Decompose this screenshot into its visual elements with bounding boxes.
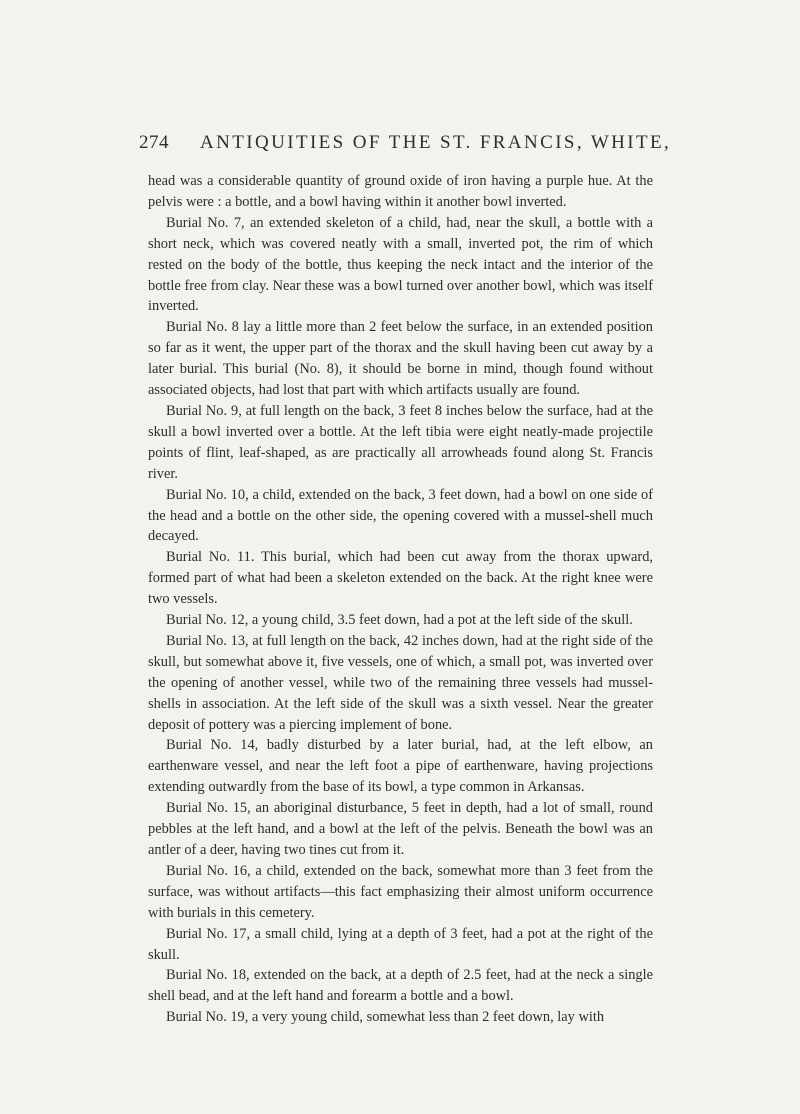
paragraph-burial-14: Burial No. 14, badly disturbed by a later burial, had, at the left elbow, an earthenware vessel, and near the left foot a pipe of earthenware, having projections extending outwardly from the base of its bowl, a type common in Arkansas.	[148, 737, 653, 796]
running-head: ANTIQUITIES OF THE ST. FRANCIS, WHITE,	[200, 132, 672, 153]
paragraph-burial-17: Burial No. 17, a small child, lying at a depth of 3 feet, had a pot at the right of the skull.	[148, 925, 653, 963]
paragraph-burial-16: Burial No. 16, a child, extended on the back, somewhat more than 3 feet from the surface, was without artifacts—this fact emphasizing their almost uniform occurrence with burials in this cemetery.	[148, 862, 653, 921]
paragraph-burial-8: Burial No. 8 lay a little more than 2 feet below the surface, in an extended position so far as it went, the upper part of the thorax and the skull having been cut away by a later burial. This burial (No. 8), it should be borne in mind, though found without associated objects, had lost that part with which artifacts usually are found.	[148, 319, 653, 399]
paragraph-burial-12: Burial No. 12, a young child, 3.5 feet down, had a pot at the left side of the skull.	[166, 612, 633, 629]
paragraph-burial-11: Burial No. 11. This burial, which had been cut away from the thorax upward, formed part of what had been a skeleton extended on the back. At the right knee were two vessels.	[148, 549, 653, 608]
body-text	[148, 171, 653, 1028]
paragraph-burial-18: Burial No. 18, extended on the back, at a depth of 2.5 feet, had at the neck a single shell bead, and at the left hand and forearm a bottle and a bowl.	[148, 967, 653, 1005]
paragraph-continued: head was a considerable quantity of ground oxide of iron having a purple hue. At the pelvis were : a bottle, and a bowl having within it another bowl inverted.	[148, 173, 653, 210]
paragraph-burial-15: Burial No. 15, an aboriginal disturbance, 5 feet in depth, had a lot of small, round pebbles at the left hand, and a bowl at the left of the pelvis. Beneath the bowl was an antler of a deer, having two tines cut from it.	[148, 800, 653, 858]
paragraph-burial-10: Burial No. 10, a child, extended on the back, 3 feet down, had a bowl on one side of the head and a bottle on the other side, the opening covered with a mussel-shell much decayed.	[148, 486, 653, 545]
page-number: 274	[139, 132, 169, 153]
paragraph-burial-13: Burial No. 13, at full length on the back, 42 inches down, had at the right side of the skull, but somewhat above it, five vessels, one of which, a small pot, was inverted over the opening of another vessel, while two of the remaining three vessels had mussel-shells in association. At the left side of the skull was a sixth vessel. Near the greater deposit of pottery was a piercing implement of bone.	[148, 632, 653, 733]
page-header	[0, 132, 800, 160]
paragraph-burial-7: Burial No. 7, an extended skeleton of a child, had, near the skull, a bottle with a short neck, which was covered neatly with a small, inverted pot, the rim of which rested on the body of the bottle, thus keeping the neck intact and the interior of the bottle free from clay. Near these was a bowl turned over another bowl, which was itself inverted.	[148, 214, 653, 315]
paragraph-burial-19: Burial No. 19, a very young child, somewhat less than 2 feet down, lay with	[166, 1009, 605, 1026]
paragraph-burial-9: Burial No. 9, at full length on the back, 3 feet 8 inches below the surface, had at the skull a bowl inverted over a bottle. At the left tibia were eight neatly-made projectile points of flint, leaf-shaped, as are practically all arrowheads found along St. Francis river.	[148, 402, 653, 482]
